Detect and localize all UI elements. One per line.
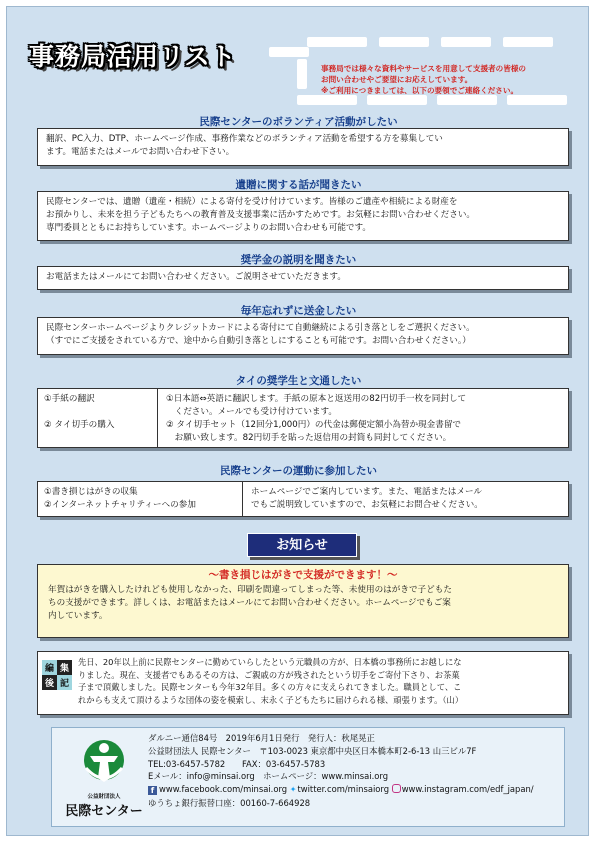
- dash-decoration: [367, 95, 427, 105]
- section-title-volunteer: 民際センターのボランティア活動がしたい: [199, 116, 398, 128]
- campaign-item: ②インターネットチャリティーへの参加: [44, 500, 196, 510]
- notice-line: 内しています。: [48, 611, 108, 621]
- footer-line: 公益財団法人 民際センター 〒103-0023 東京都中央区日本橋本町2-6-13 山三ビル7F: [148, 745, 477, 756]
- organization-logo: [64, 738, 144, 818]
- section-title-campaign: 民際センターの運動に参加したい: [219, 465, 378, 477]
- penpal-detail: ② タイ切手セット（12回分1,000円）の代金は郵便定額小為替か現金書留で: [166, 420, 462, 430]
- logo-emblem-icon: [64, 738, 144, 792]
- facebook-link[interactable]: www.facebook.com/minsai.org: [159, 784, 288, 795]
- section-box-penpal: [37, 388, 569, 448]
- section-line: 民際センターでは、遺贈（遺産・相続）による寄付を受け付けています。皆様のご遺產や相続による財産を: [46, 197, 458, 207]
- twitter-icon: ✦: [289, 785, 297, 795]
- editor-label-char: 記: [57, 675, 72, 690]
- notice-box: [37, 564, 569, 638]
- section-line: お電話またはメールにてお問い合わせください。ご説明させていただきます。: [46, 272, 346, 282]
- editor-line: 子まで頂戴しました。民際センターも今年32年目。多くの方々に支えられてきました。職員として、こ: [78, 682, 462, 692]
- editor-label-char: 集: [57, 660, 72, 675]
- dash-decoration: [503, 37, 553, 47]
- penpal-details: [158, 389, 568, 447]
- editor-note-label: [42, 660, 72, 690]
- section-line: 翻訳、PC入力、DTP、ホームページ作成、事務作業などのボランティア活動を希望する方を募集してい: [46, 134, 443, 144]
- penpal-detail: ください。メールでも受け付けています。: [166, 407, 338, 417]
- footer-info: [148, 732, 562, 810]
- notice-line: ちの支援ができます。詳しくは、お電話またはメールにてお問い合わせください。ホームページでもご案: [48, 598, 451, 608]
- header-note-line: ※ご利用につきましては、以下の要領でご連絡ください。: [321, 86, 519, 95]
- section-line: 民際センターホームページよりクレジットカードによる寄付にて自動継続による引き落としをご選択ください。: [46, 323, 475, 333]
- section-title-remittance: 毎年忘れずに送金したい: [240, 305, 357, 317]
- footer-line: ダルニー通信84号 2019年6月1日発行 発行人：秋尾晃正: [148, 733, 375, 743]
- dash-decoration: [507, 95, 567, 105]
- bank-account: ゆうちょ銀行振替口座：00160-7-664928: [148, 797, 311, 808]
- campaign-details: [243, 482, 568, 516]
- section-box-bequest: [37, 191, 569, 241]
- dash-decoration: [297, 59, 307, 89]
- notice-line: 年賀はがきを購入したけれども使用しなかった、印刷を間違ってしまった等、未使用のはがきで子どもた: [48, 585, 452, 595]
- penpal-item: [44, 406, 151, 419]
- dash-decoration: [269, 47, 309, 57]
- section-box-remittance: [37, 317, 569, 355]
- editor-line: 先日、20年以上前に民際センターに勤めていらしたという元職員の方が、日本橋の事務所にお越しにな: [78, 657, 462, 667]
- editor-label-char: 編: [42, 660, 57, 675]
- twitter-link[interactable]: twitter.com/minsaiorg: [297, 784, 390, 795]
- editor-note-text: [78, 656, 564, 706]
- instagram-link[interactable]: www.instagram.com/edf_japan/: [401, 784, 534, 795]
- social-links: [148, 783, 562, 797]
- logo-subtitle: 公益財団法人: [87, 794, 121, 800]
- penpal-item: ①手紙の翻訳: [44, 394, 95, 404]
- section-line: お預かりし、未来を担う子どもたちへの教育普及支援事業に活かすためです。お気軽にお問い合わせください。: [46, 210, 476, 220]
- editor-line: りました。現在、支援者でもあるその方は、ご親戚の方が残されたという切手をご寄付下さり、お茶菓: [78, 669, 460, 680]
- instagram-icon: [392, 784, 401, 793]
- dash-decoration: [307, 37, 367, 47]
- section-box-volunteer: [37, 128, 569, 166]
- footer-line: Eメール：info@minsai.org ホームページ：www.minsai.org: [148, 771, 389, 782]
- dash-decoration: [441, 37, 491, 47]
- header-note-line: 事務局では様々な資料やサービスを用意して支援者の皆様の: [321, 64, 527, 73]
- footer: [51, 727, 565, 827]
- section-title-bequest: 遺贈に関する話が聞きたい: [235, 179, 362, 191]
- notice-badge: お知らせ: [247, 533, 357, 557]
- page-title: 事務局活用リスト: [29, 42, 237, 71]
- section-box-scholarship: [37, 266, 569, 290]
- footer-line: TEL:03-6457-5782 FAX：03-6457-5783: [148, 758, 326, 769]
- notice-heading: 〜書き損じはがきで支援ができます！〜: [208, 569, 398, 581]
- section-box-campaign: [37, 481, 569, 517]
- campaign-item: ①書き損じはがきの収集: [44, 487, 138, 497]
- section-title-penpal: タイの奨学生と文通したい: [235, 375, 362, 387]
- penpal-detail: お願い致します。82円切手を貼った返信用の封筒も同封してください。: [166, 433, 452, 443]
- editor-note-box: [37, 651, 569, 715]
- dash-decoration: [379, 37, 429, 47]
- campaign-detail: ホームページでご案内しています。また、電話またはメール: [251, 487, 483, 497]
- section-line: （すでにご支援をされている方で、途中から自動引き落としにすることも可能です。お問い合わせください。）: [46, 336, 471, 346]
- logo-name: 民際センター: [65, 804, 143, 819]
- newsletter-page: [6, 6, 589, 836]
- header-note-line: お問い合わせやご要望にお応えしています。: [321, 75, 473, 84]
- campaign-detail: でもご説明致していますので、お気軽にお問合せください。: [251, 500, 483, 510]
- editor-line: れからも支えて頂けるような団体の姿を模索し、末永く子どもたちに届けられる様、頑張ります。（山）: [78, 694, 464, 705]
- section-title-scholarship: 奨学金の説明を聞きたい: [240, 254, 357, 266]
- penpal-detail: ①日本語⇔英語に翻訳します。手紙の原本と返送用の82円切手一枚を同封して: [166, 394, 467, 404]
- section-line: ます。電話またはメールでお問い合わせ下さい。: [46, 147, 235, 157]
- dash-decoration: [297, 95, 357, 105]
- penpal-items: [38, 389, 158, 447]
- dash-decoration: [437, 95, 497, 105]
- section-line: 専門委員とともにお持ちしています。ホームページよりのお問い合わせも可能です。: [46, 223, 372, 233]
- facebook-icon: f: [148, 786, 157, 795]
- header-note: [321, 63, 579, 96]
- penpal-item: ② タイ切手の購入: [44, 420, 115, 430]
- editor-label-char: 後: [42, 675, 57, 690]
- campaign-items: [38, 482, 243, 516]
